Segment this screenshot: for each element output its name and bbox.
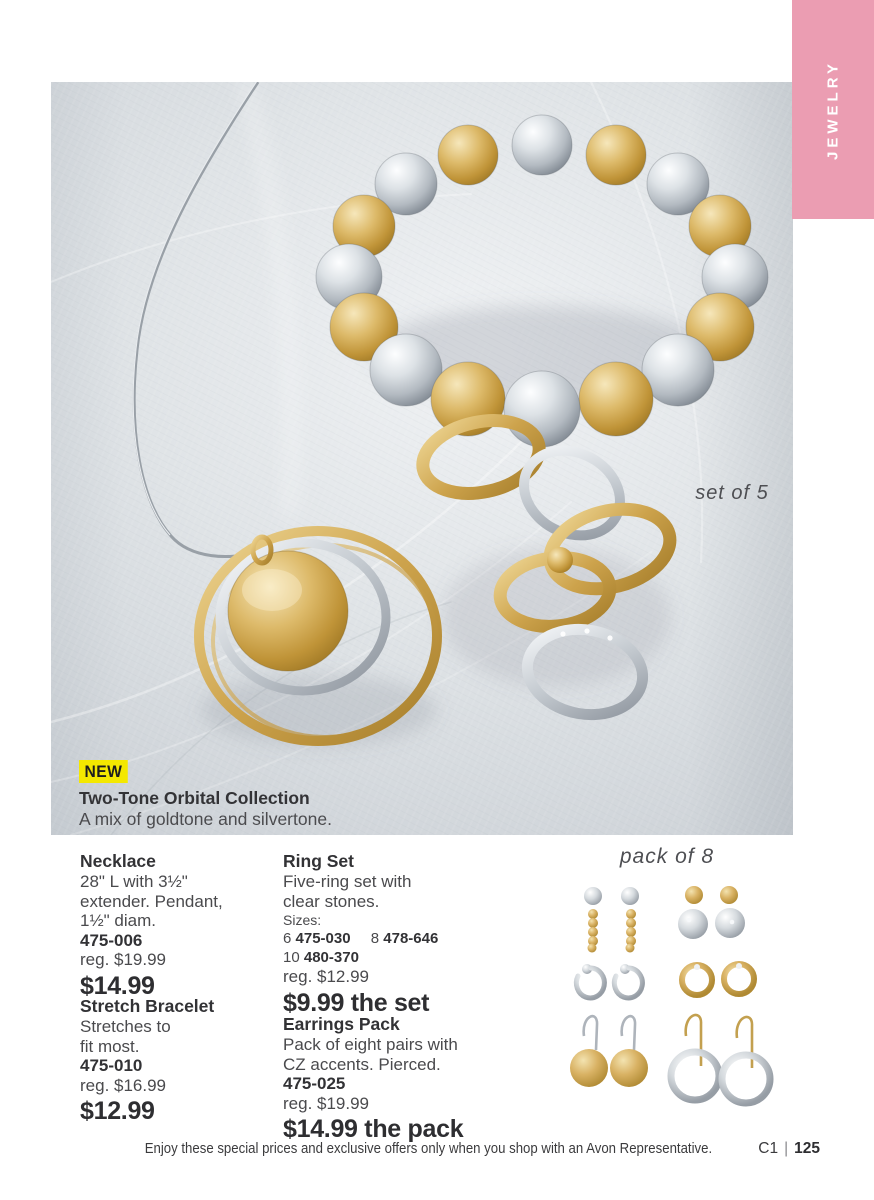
gold-beaded-bar-earrings <box>588 909 637 953</box>
divider: | <box>784 1140 789 1157</box>
ring-size: 8 <box>370 930 380 947</box>
product-sale-price: $9.99 the set <box>283 988 430 1017</box>
stretch-bracelet <box>316 115 768 447</box>
product-ring-set <box>283 851 454 1018</box>
size-codes-line <box>283 929 454 948</box>
earrings-pack-photo <box>556 876 822 1138</box>
silver-ball-studs <box>584 887 639 905</box>
necklace-chain <box>133 82 258 557</box>
product-description-line: clear stones. <box>283 891 380 911</box>
gold-disc-dangle-earrings <box>570 1016 648 1087</box>
product-name: Earrings Pack <box>283 1014 400 1034</box>
gold-circle-studs <box>682 963 754 995</box>
jewelry-tab-label: JEWELRY <box>824 59 842 160</box>
new-badge: NEW <box>79 760 128 783</box>
product-description-line: 28" L with 3½" <box>80 872 188 891</box>
product-earrings-pack <box>283 1014 463 1144</box>
product-sale-price: $12.99 <box>80 1097 155 1125</box>
ring-size-code: 475-030 <box>295 930 351 947</box>
product-stretch-bracelet <box>80 996 214 1126</box>
product-description-line: Five-ring set with <box>283 872 412 891</box>
product-code: 475-025 <box>283 1074 346 1093</box>
footer-disclaimer: Enjoy these special prices and exclusive offers only when you shop with an Avon Representative. <box>144 1140 712 1157</box>
product-name: Ring Set <box>283 851 354 871</box>
product-regular-price: reg. $16.99 <box>80 1075 167 1095</box>
product-description-line: CZ accents. Pierced. <box>283 1054 441 1074</box>
jewelry-category-tab[interactable] <box>792 0 874 219</box>
product-name: Necklace <box>80 851 156 871</box>
product-sale-price: $14.99 the pack <box>283 1115 464 1143</box>
product-necklace <box>80 851 223 1001</box>
ring-size-code: 478-646 <box>383 930 439 947</box>
silver-circle-dangle-earrings <box>671 1015 770 1103</box>
collection-subtitle: A mix of goldtone and silvertone. <box>79 809 332 829</box>
silver-disc-studs <box>678 908 745 939</box>
product-description-line: Stretches to <box>80 1017 171 1036</box>
product-description-line: extender. Pendant, <box>80 891 223 911</box>
gold-ball-studs <box>685 886 738 904</box>
hero-photo <box>51 82 793 835</box>
silver-hoop-earrings <box>576 964 642 998</box>
product-regular-price: reg. $12.99 <box>283 967 370 986</box>
collection-title: Two-Tone Orbital Collection <box>79 788 310 808</box>
product-description-line: fit most. <box>80 1036 140 1056</box>
campaign-code: C1 <box>758 1140 779 1157</box>
page-number: 125 <box>794 1140 820 1157</box>
product-description-line: 1½" diam. <box>80 911 156 930</box>
ring-size: 10 <box>283 949 300 966</box>
product-regular-price: reg. $19.99 <box>80 950 167 969</box>
ring-size-code: 480-370 <box>303 949 359 966</box>
ring-size: 6 <box>283 930 292 947</box>
product-code: 475-010 <box>80 1056 143 1075</box>
jewelry-photo-art <box>51 82 793 835</box>
product-description-line: Pack of eight pairs with <box>283 1035 458 1054</box>
set-count-note: set of 5 <box>695 482 769 504</box>
product-name: Stretch Bracelet <box>80 996 215 1016</box>
product-regular-price: reg. $19.99 <box>283 1093 370 1113</box>
page-reference <box>758 1140 820 1158</box>
product-code: 475-006 <box>80 930 143 950</box>
sizes-label: Sizes: <box>283 912 322 928</box>
product-sale-price: $14.99 <box>80 971 155 1000</box>
pack-count-note: pack of 8 <box>619 845 715 868</box>
size-codes-line <box>283 948 454 967</box>
